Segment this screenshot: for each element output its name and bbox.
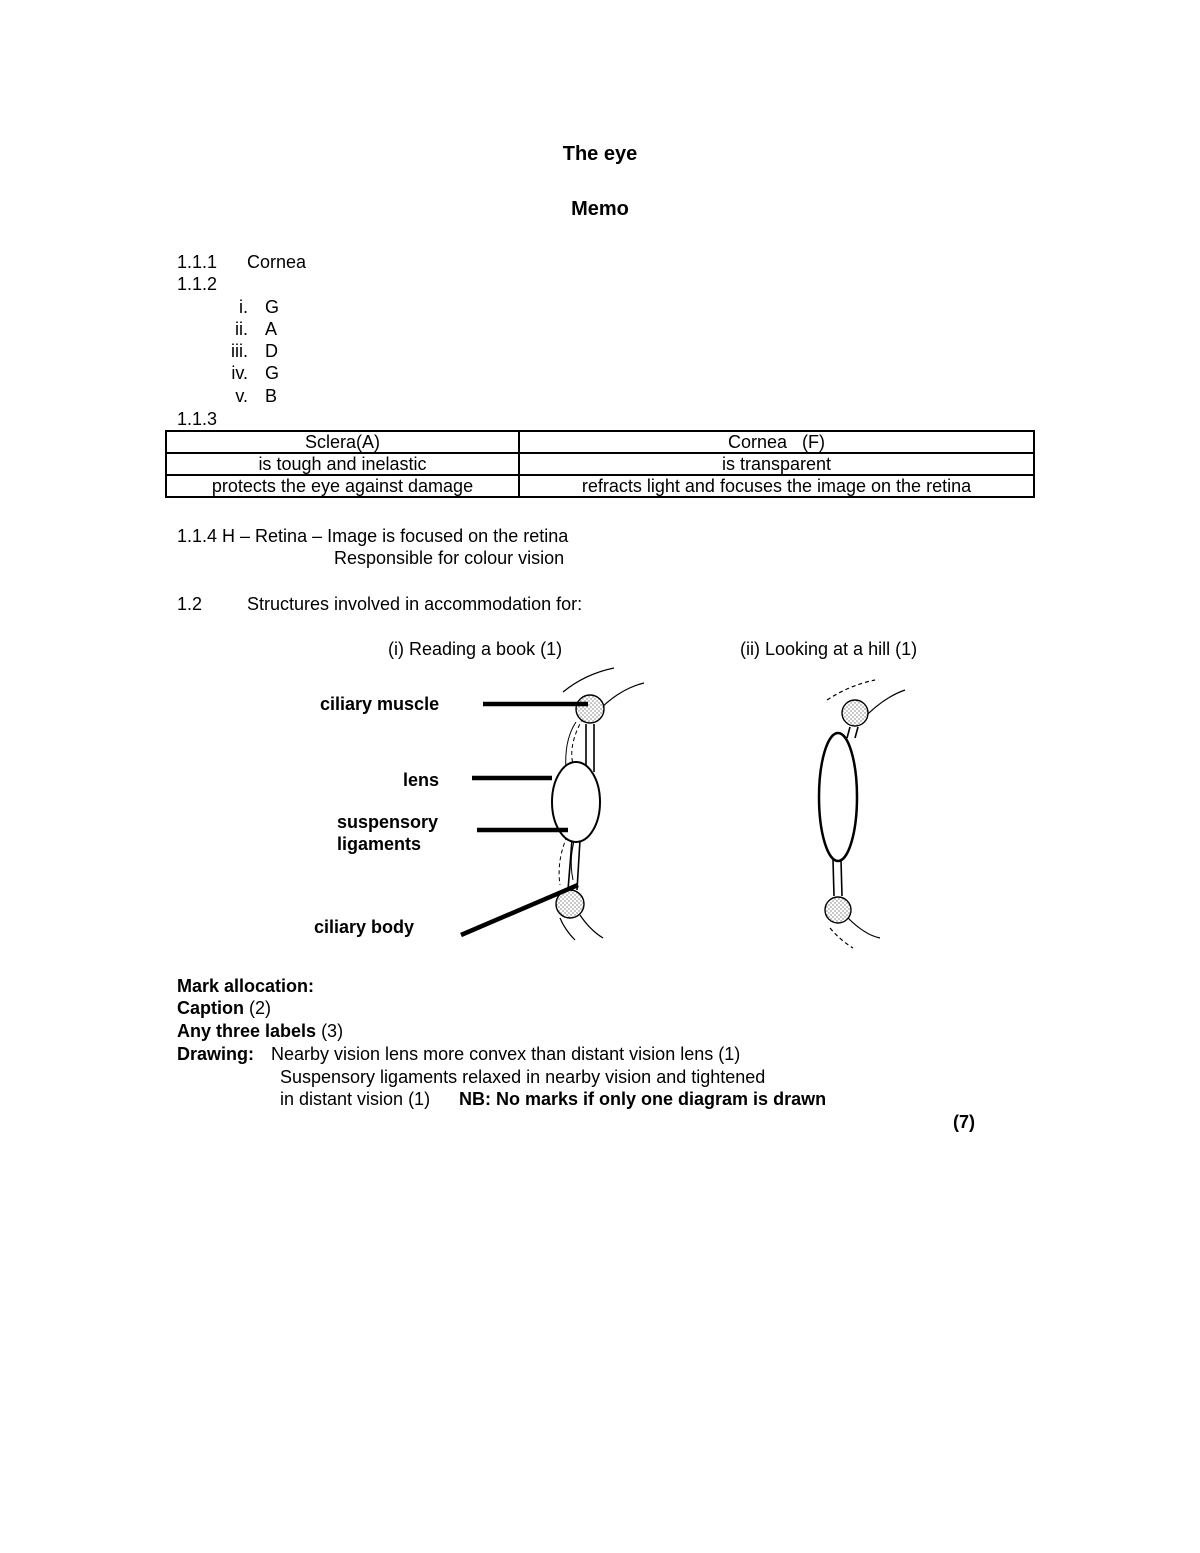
q112-item-answer: D xyxy=(265,341,278,361)
ciliary-muscle-upper xyxy=(576,695,604,723)
q111-number: 1.1.1 xyxy=(177,252,218,272)
table-header-cell: Cornea (F) xyxy=(519,431,1034,453)
q112-item-roman: iii. xyxy=(231,341,248,361)
q112-item-roman: v. xyxy=(235,386,248,406)
page-title: The eye xyxy=(562,143,638,165)
q112-item-answer: G xyxy=(265,297,280,317)
diagram-near-vision xyxy=(552,668,644,940)
marks-labels-value: (3) xyxy=(316,1021,344,1041)
ciliary-muscle-upper xyxy=(842,700,868,726)
suspensory-ligament-lower xyxy=(833,860,834,896)
eye-wall-outline xyxy=(560,918,575,940)
page-subtitle: Memo xyxy=(571,198,629,220)
eye-wall-outline xyxy=(563,668,614,692)
marks-total: (7) xyxy=(953,1112,975,1132)
suspensory-ligament-upper xyxy=(847,727,850,738)
q12-number: 1.2 xyxy=(177,594,203,614)
q114-line1: 1.1.4 H – Retina – Image is focused on the retina xyxy=(177,526,569,546)
marks-caption xyxy=(177,997,271,1019)
q112-item-answer: G xyxy=(265,363,280,383)
table-cell: refracts light and focuses the image on the retina xyxy=(519,475,1034,497)
q12-text: Structures involved in accommodation for: xyxy=(247,594,583,614)
diagram-distant-vision xyxy=(819,680,905,948)
label-lens: lens xyxy=(403,770,440,790)
eye-wall-outline xyxy=(572,718,583,764)
label-ciliary-muscle: ciliary muscle xyxy=(320,694,440,714)
label-suspensory: suspensory xyxy=(337,812,439,832)
lens-thin xyxy=(819,733,857,861)
suspensory-ligament-lower xyxy=(841,860,842,896)
q112-item-answer: A xyxy=(265,319,278,339)
q112-number: 1.1.2 xyxy=(177,274,218,294)
suspensory-ligament-upper xyxy=(855,727,858,738)
diagram-caption-hill: (ii) Looking at a hill (1) xyxy=(740,639,918,659)
table-cell: protects the eye against damage xyxy=(166,475,519,497)
q114-line2: Responsible for colour vision xyxy=(334,548,565,568)
q112-item-roman: i. xyxy=(239,297,248,317)
table-header-cell: Sclera(A) xyxy=(166,431,519,453)
diagram-caption-reading: (i) Reading a book (1) xyxy=(388,639,563,659)
q112-item-answer: B xyxy=(265,386,278,406)
table-cell: is transparent xyxy=(519,453,1034,475)
marks-nb-note: NB: No marks if only one diagram is drawn xyxy=(459,1089,827,1109)
marks-drawing-line2: Suspensory ligaments relaxed in nearby vision and tightened xyxy=(280,1067,766,1087)
label-ciliary-body: ciliary body xyxy=(314,917,415,937)
q113-number: 1.1.3 xyxy=(177,409,218,429)
marks-drawing-label: Drawing: xyxy=(177,1044,255,1064)
marks-drawing-line3: in distant vision (1) xyxy=(280,1089,431,1109)
marks-drawing-line1: Nearby vision lens more convex than distant vision lens (1) xyxy=(271,1044,741,1064)
suspensory-ligament-lower xyxy=(577,840,580,890)
table-cell: is tough and inelastic xyxy=(166,453,519,475)
marks-caption-label: Caption xyxy=(177,998,244,1018)
eye-wall-outline xyxy=(848,918,880,938)
eye-wall-outline xyxy=(827,680,875,700)
marks-heading: Mark allocation: xyxy=(177,976,315,996)
marks-labels xyxy=(177,1020,343,1042)
ciliary-muscle-lower xyxy=(825,897,851,923)
q112-item-roman: ii. xyxy=(235,319,248,339)
label-ligaments: ligaments xyxy=(337,834,422,854)
q111-answer: Cornea xyxy=(247,252,307,272)
eye-wall-outline xyxy=(580,915,603,938)
marks-caption-value: (2) xyxy=(244,998,271,1018)
marks-labels-label: Any three labels xyxy=(177,1021,317,1041)
q112-item-roman: iv. xyxy=(231,363,248,383)
eye-wall-outline xyxy=(830,928,853,948)
